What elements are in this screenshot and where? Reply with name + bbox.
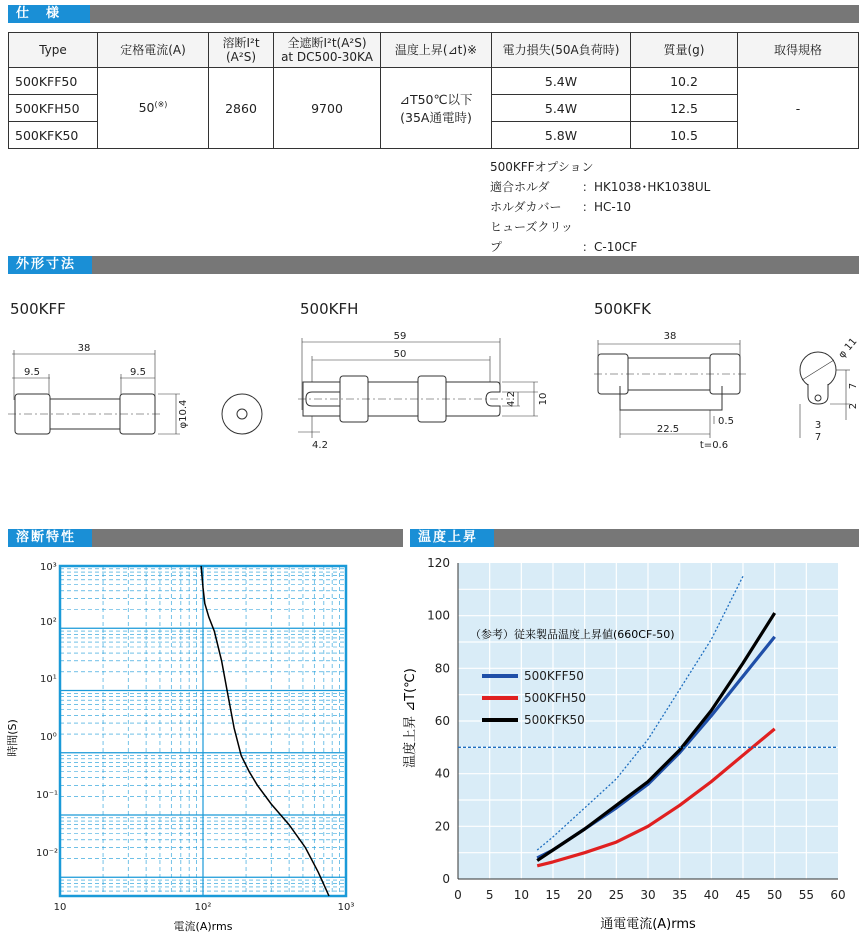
total-i2t-cell: 9700 [274,68,381,149]
header-power-loss: 電力損失(50A負荷時) [492,33,631,68]
kff-length-label: 38 [77,343,91,354]
standard-cell: - [738,68,859,149]
temp-xtick: 5 [485,888,494,902]
legend-label-kfk: 500KFK50 [524,713,585,727]
kfk-dim-2-label: 2 [848,402,859,410]
temp-ytick: 80 [434,661,450,676]
melt-ytick: 10² [40,617,57,628]
mass-cell: 10.5 [631,122,738,149]
header-rated-current: 定格電流(A) [98,33,209,68]
kff-diameter-label: φ10.4 [178,399,189,429]
melt-section-bar [8,529,403,547]
temp-xtick: 15 [545,888,561,902]
melt-xlabel: 電流(A)rms [173,920,233,933]
header-temp-rise: 温度上昇(⊿t)※ [381,33,492,68]
temp-ytick: 60 [434,714,450,728]
kff-title: 500KFF [10,300,66,318]
melt-xtick: 10² [194,902,212,913]
temp-xtick: 20 [577,888,593,902]
header-standard: 取得規格 [738,33,859,68]
temp-xtick: 25 [608,888,624,902]
kfk-clip-label: 0.5 [718,416,734,427]
table-row [9,68,859,95]
kfk-base-label: 22.5 [656,424,680,435]
header-type: Type [9,33,98,68]
spec-section-title: 仕 様 [8,5,90,23]
option-title: 500KFFオプション [490,160,594,174]
legend-label-kff: 500KFF50 [524,669,584,683]
kfh-title: 500KFH [300,300,359,318]
kfk-diameter-label: φ 11 [836,336,860,361]
type-cell: 500KFH50 [9,95,98,122]
temp-xlabel: 通電電流(A)rms [600,917,696,932]
power-loss-cell: 5.4W [492,95,631,122]
power-loss-cell: 5.4W [492,68,631,95]
temp-xtick: 30 [640,888,656,902]
mass-cell: 10.2 [631,68,738,95]
temp-xtick: 45 [735,888,751,902]
melting-i2t-cell: 2860 [209,68,274,149]
option-item: 適合ホルダ ：HK1038･HK1038UL [490,180,711,194]
melt-ytick: 10³ [40,562,57,573]
table-header-row [9,33,859,68]
kff-cap-left-label: 9.5 [24,367,40,378]
rated-current-cell: 50(※) [98,68,209,149]
temp-xtick: 55 [798,888,814,902]
spec-table [8,32,859,149]
kfk-title: 500KFK [594,300,651,318]
temp-xtick: 60 [830,888,846,902]
melt-ytick: 10⁻¹ [36,790,59,801]
melt-xtick: 10³ [337,902,355,913]
melt-xtick: 10 [53,902,67,913]
dims-section-title: 外形寸法 [8,256,92,274]
temp-section-bar [410,529,859,547]
temp-xtick: 0 [454,888,462,902]
kfk-dim-7a-label: 7 [848,382,859,390]
melting-characteristic-chart [0,548,400,935]
temperature-rise-chart [400,548,867,935]
kfh-slot-label: 4.2 [312,440,328,451]
type-cell: 500KFK50 [9,122,98,149]
option-list [490,157,710,257]
temp-ytick: 120 [427,556,450,570]
option-item: ホルダカバー ：HC-10 [490,200,632,214]
legend-label-kfh: 500KFH50 [524,691,586,705]
kfk-thickness-label: t=0.6 [699,440,729,451]
kff-cap-right-label: 9.5 [130,367,146,378]
dims-section-bar [8,256,859,274]
header-mass: 質量(g) [631,33,738,68]
kfk-length-label: 38 [663,331,677,342]
kfk-dim-3-label: 3 [814,420,822,431]
temp-ytick: 20 [434,819,450,834]
temp-xtick: 10 [513,888,529,902]
header-total-i2t: 全遮断I²t(A²S) at DC500-30KA [274,33,381,68]
temp-xtick: 40 [703,888,719,902]
kfh-slot-height-label: 4.2 [506,391,517,407]
temp-ylabel: 温度上昇 ⊿T(℃) [403,668,418,768]
temp-ytick: 0 [442,872,450,886]
power-loss-cell: 5.8W [492,122,631,149]
kfh-height-label: 10 [538,392,549,406]
temp-ytick: 40 [434,766,450,781]
melt-ytick: 10⁻² [36,848,59,859]
temp-annotation: （参考）従来製品温度上昇値(660CF-50) [470,628,675,641]
temp-xtick: 35 [672,888,688,902]
temp-rise-cell: ⊿T50℃以下 (35A通電時) [381,68,492,149]
temp-ytick: 100 [427,608,450,623]
melt-section-title: 溶断特性 [8,529,92,547]
melt-ylabel: 時間(S) [6,719,19,757]
melt-ytick: 10¹ [40,674,57,685]
temp-xtick: 50 [767,888,783,902]
kfh-length1-label: 59 [393,331,407,342]
spec-section-bar [8,5,859,23]
kfk-dim-7b-label: 7 [814,432,822,443]
option-item: ヒューズクリップ ：C-10CF [490,220,638,254]
header-melting-i2t: 溶断I²t (A²S) [209,33,274,68]
dimension-drawings [0,320,867,460]
temp-section-title: 温度上昇 [410,529,494,547]
kfh-length2-label: 50 [393,349,407,360]
mass-cell: 12.5 [631,95,738,122]
type-cell: 500KFF50 [9,68,98,95]
melt-ytick: 10⁰ [40,732,57,743]
